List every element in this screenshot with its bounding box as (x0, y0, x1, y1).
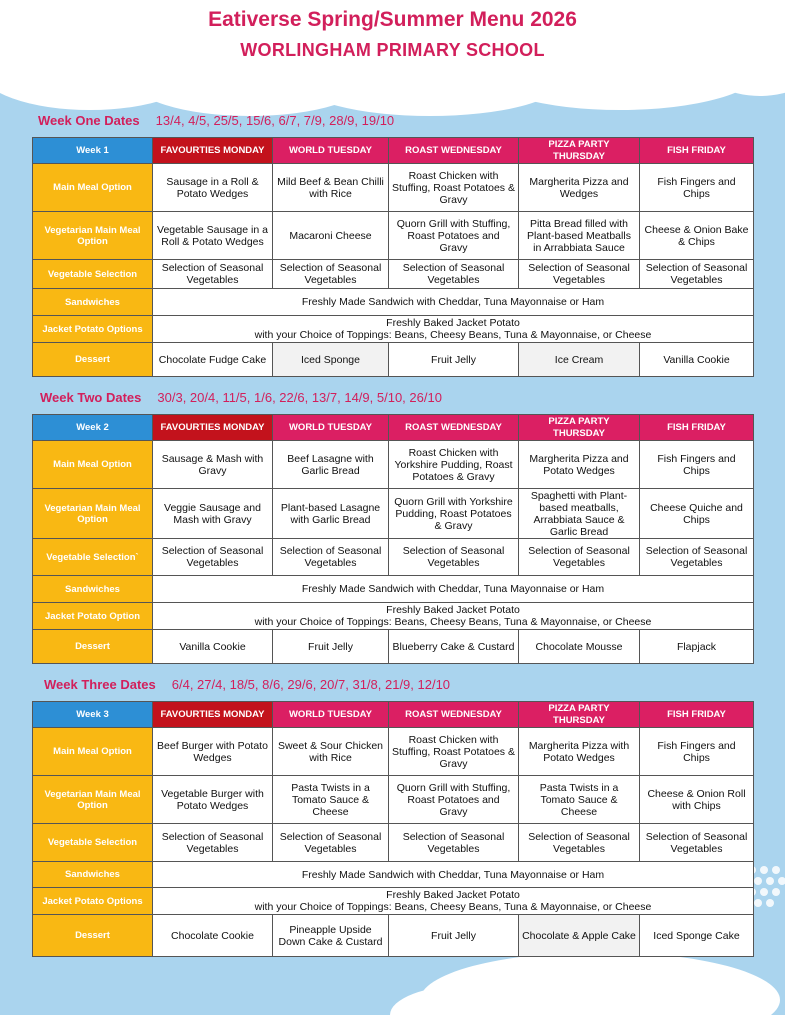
menu-cell: Cheese Quiche and Chips (640, 489, 754, 539)
sandwich-cell: Freshly Made Sandwich with Cheddar, Tuna Mayonnaise or Ham (153, 289, 754, 316)
row-label: Vegetable Selection` (33, 539, 153, 576)
vegetable-row (33, 539, 754, 576)
jacket-potato-row (33, 888, 754, 915)
menu-cell: Quorn Grill with Stuffing, Roast Potatoes and Gravy (389, 776, 519, 824)
row-label: Vegetarian Main Meal Option (33, 489, 153, 539)
menu-cell: Fruit Jelly (273, 630, 389, 664)
main-meal-row (33, 441, 754, 489)
sandwich-cell: Freshly Made Sandwich with Cheddar, Tuna Mayonnaise or Ham (153, 862, 754, 888)
vegetable-row (33, 824, 754, 862)
day-header-monday: FAVOURTIES MONDAY (153, 415, 273, 441)
vegetarian-main-row (33, 212, 754, 260)
menu-cell: Vegetable Sausage in a Roll & Potato Wedges (153, 212, 273, 260)
menu-cell: Ice Cream (519, 343, 640, 377)
menu-cell: Roast Chicken with Stuffing, Roast Potatoes & Gravy (389, 164, 519, 212)
menu-cell: Chocolate & Apple Cake (519, 915, 640, 957)
day-header-wednesday: ROAST WEDNESDAY (389, 138, 519, 164)
row-label: Jacket Potato Options (33, 316, 153, 343)
day-header-thursday: PIZZA PARTY THURSDAY (519, 138, 640, 164)
menu-cell: Selection of Seasonal Vegetables (273, 260, 389, 289)
menu-cell: Fish Fingers and Chips (640, 441, 754, 489)
menu-cell: Selection of Seasonal Vegetables (273, 824, 389, 862)
vegetable-row (33, 260, 754, 289)
menu-cell: Spaghetti with Plant-based meatballs, Arrabbiata Sauce & Garlic Bread (519, 489, 640, 539)
row-label: Main Meal Option (33, 728, 153, 776)
week-dates-list: 6/4, 27/4, 18/5, 8/6, 29/6, 20/7, 31/8, 21/9, 12/10 (171, 677, 451, 692)
menu-cell: Quorn Grill with Stuffing, Roast Potatoes and Gravy (389, 212, 519, 260)
jacket-line-2: with your Choice of Toppings: Beans, Cheesy Beans, Tuna & Mayonnaise, or Cheese (254, 329, 652, 341)
menu-cell: Macaroni Cheese (273, 212, 389, 260)
menu-cell: Flapjack (640, 630, 754, 664)
day-header-friday: FISH FRIDAY (640, 702, 754, 728)
menu-cell: Roast Chicken with Stuffing, Roast Potatoes & Gravy (389, 728, 519, 776)
menu-cell: Beef Burger with Potato Wedges (153, 728, 273, 776)
jacket-line-1: Freshly Baked Jacket Potato (386, 889, 520, 901)
menu-cell: Selection of Seasonal Vegetables (389, 260, 519, 289)
menu-cell: Fish Fingers and Chips (640, 164, 754, 212)
menu-cell: Selection of Seasonal Vegetables (153, 824, 273, 862)
row-label: Vegetable Selection (33, 824, 153, 862)
row-label: Dessert (33, 630, 153, 664)
menu-cell: Chocolate Cookie (153, 915, 273, 957)
day-header-thursday: PIZZA PARTY THURSDAY (519, 415, 640, 441)
week-dates-label: Week One Dates (38, 113, 140, 128)
jacket-potato-row (33, 316, 754, 343)
row-label: Sandwiches (33, 576, 153, 603)
week-one-dates (38, 113, 394, 128)
menu-cell: Beef Lasagne with Garlic Bread (273, 441, 389, 489)
dessert-row (33, 630, 754, 664)
jacket-line-1: Freshly Baked Jacket Potato (386, 317, 520, 329)
menu-cell: Selection of Seasonal Vegetables (273, 539, 389, 576)
menu-cell: Selection of Seasonal Vegetables (640, 824, 754, 862)
week-two-dates (40, 390, 442, 405)
day-header-row (33, 415, 754, 441)
menu-cell: Plant-based Lasagne with Garlic Bread (273, 489, 389, 539)
menu-cell: Selection of Seasonal Vegetables (153, 539, 273, 576)
menu-cell: Sweet & Sour Chicken with Rice (273, 728, 389, 776)
dessert-row (33, 343, 754, 377)
week-dates-list: 30/3, 20/4, 11/5, 1/6, 22/6, 13/7, 14/9, 5/10, 26/10 (157, 390, 442, 405)
menu-cell: Fruit Jelly (389, 915, 519, 957)
menu-cell: Margherita Pizza and Potato Wedges (519, 441, 640, 489)
menu-cell: Selection of Seasonal Vegetables (389, 539, 519, 576)
day-header-friday: FISH FRIDAY (640, 138, 754, 164)
week-one-menu-table (32, 137, 754, 377)
menu-cell: Selection of Seasonal Vegetables (153, 260, 273, 289)
menu-cell: Iced Sponge (273, 343, 389, 377)
day-header-monday: FAVOURTIES MONDAY (153, 702, 273, 728)
day-header-tuesday: WORLD TUESDAY (273, 415, 389, 441)
menu-cell: Selection of Seasonal Vegetables (389, 824, 519, 862)
menu-cell: Roast Chicken with Yorkshire Pudding, Roast Potatoes & Gravy (389, 441, 519, 489)
sandwich-row (33, 576, 754, 603)
week-label: Week 3 (33, 702, 153, 728)
menu-cell: Blueberry Cake & Custard (389, 630, 519, 664)
page-title: Eativerse Spring/Summer Menu 2026 (208, 8, 577, 31)
row-label: Sandwiches (33, 289, 153, 316)
menu-cell: Pineapple Upside Down Cake & Custard (273, 915, 389, 957)
menu-cell: Cheese & Onion Bake & Chips (640, 212, 754, 260)
menu-cell: Selection of Seasonal Vegetables (640, 260, 754, 289)
week-two-menu-table (32, 414, 754, 664)
row-label: Jacket Potato Options (33, 888, 153, 915)
day-header-thursday: PIZZA PARTY THURSDAY (519, 702, 640, 728)
day-header-wednesday: ROAST WEDNESDAY (389, 415, 519, 441)
menu-cell: Fish Fingers and Chips (640, 728, 754, 776)
day-header-tuesday: WORLD TUESDAY (273, 138, 389, 164)
day-header-wednesday: ROAST WEDNESDAY (389, 702, 519, 728)
week-label: Week 1 (33, 138, 153, 164)
row-label: Jacket Potato Option (33, 603, 153, 630)
menu-cell: Mild Beef & Bean Chilli with Rice (273, 164, 389, 212)
menu-cell: Selection of Seasonal Vegetables (519, 539, 640, 576)
menu-cell: Margherita Pizza and Wedges (519, 164, 640, 212)
menu-cell: Chocolate Mousse (519, 630, 640, 664)
day-header-friday: FISH FRIDAY (640, 415, 754, 441)
day-header-tuesday: WORLD TUESDAY (273, 702, 389, 728)
vegetarian-main-row (33, 776, 754, 824)
jacket-line-2: with your Choice of Toppings: Beans, Cheesy Beans, Tuna & Mayonnaise, or Cheese (254, 901, 652, 913)
menu-cell: Pasta Twists in a Tomato Sauce & Cheese (273, 776, 389, 824)
jacket-potato-row (33, 603, 754, 630)
menu-cell: Selection of Seasonal Vegetables (519, 260, 640, 289)
row-label: Main Meal Option (33, 164, 153, 212)
menu-cell: Selection of Seasonal Vegetables (640, 539, 754, 576)
sandwich-cell: Freshly Made Sandwich with Cheddar, Tuna Mayonnaise or Ham (153, 576, 754, 603)
sandwich-row (33, 289, 754, 316)
menu-cell: Veggie Sausage and Mash with Gravy (153, 489, 273, 539)
dessert-row (33, 915, 754, 957)
sandwich-row (33, 862, 754, 888)
week-three-menu-table (32, 701, 754, 957)
menu-cell: Margherita Pizza with Potato Wedges (519, 728, 640, 776)
menu-cell: Pasta Twists in a Tomato Sauce & Cheese (519, 776, 640, 824)
week-dates-label: Week Two Dates (40, 390, 142, 405)
row-label: Dessert (33, 915, 153, 957)
week-dates-list: 13/4, 4/5, 25/5, 15/6, 6/7, 7/9, 28/9, 19/10 (155, 113, 395, 128)
school-name: WORLINGHAM PRIMARY SCHOOL (240, 40, 545, 60)
menu-cell: Vanilla Cookie (153, 630, 273, 664)
week-label: Week 2 (33, 415, 153, 441)
day-header-row (33, 138, 754, 164)
row-label: Vegetarian Main Meal Option (33, 212, 153, 260)
menu-cell: Vanilla Cookie (640, 343, 754, 377)
row-label: Vegetable Selection (33, 260, 153, 289)
menu-cell: Sausage & Mash with Gravy (153, 441, 273, 489)
menu-cell: Selection of Seasonal Vegetables (519, 824, 640, 862)
jacket-potato-cell (153, 603, 754, 630)
menu-cell: Sausage in a Roll & Potato Wedges (153, 164, 273, 212)
jacket-potato-cell (153, 316, 754, 343)
week-dates-label: Week Three Dates (44, 677, 156, 692)
menu-cell: Iced Sponge Cake (640, 915, 754, 957)
menu-cell: Cheese & Onion Roll with Chips (640, 776, 754, 824)
jacket-potato-cell (153, 888, 754, 915)
menu-cell: Chocolate Fudge Cake (153, 343, 273, 377)
jacket-line-2: with your Choice of Toppings: Beans, Cheesy Beans, Tuna & Mayonnaise, or Cheese (254, 616, 652, 628)
row-label: Dessert (33, 343, 153, 377)
main-meal-row (33, 164, 754, 212)
vegetarian-main-row (33, 489, 754, 539)
menu-cell: Fruit Jelly (389, 343, 519, 377)
row-label: Sandwiches (33, 862, 153, 888)
row-label: Vegetarian Main Meal Option (33, 776, 153, 824)
week-three-dates (44, 677, 450, 692)
day-header-monday: FAVOURTIES MONDAY (153, 138, 273, 164)
menu-cell: Vegetable Burger with Potato Wedges (153, 776, 273, 824)
menu-cell: Pitta Bread filled with Plant-based Meatballs in Arrabbiata Sauce (519, 212, 640, 260)
day-header-row (33, 702, 754, 728)
row-label: Main Meal Option (33, 441, 153, 489)
main-meal-row (33, 728, 754, 776)
jacket-line-1: Freshly Baked Jacket Potato (386, 604, 520, 616)
menu-cell: Quorn Grill with Yorkshire Pudding, Roast Potatoes & Gravy (389, 489, 519, 539)
